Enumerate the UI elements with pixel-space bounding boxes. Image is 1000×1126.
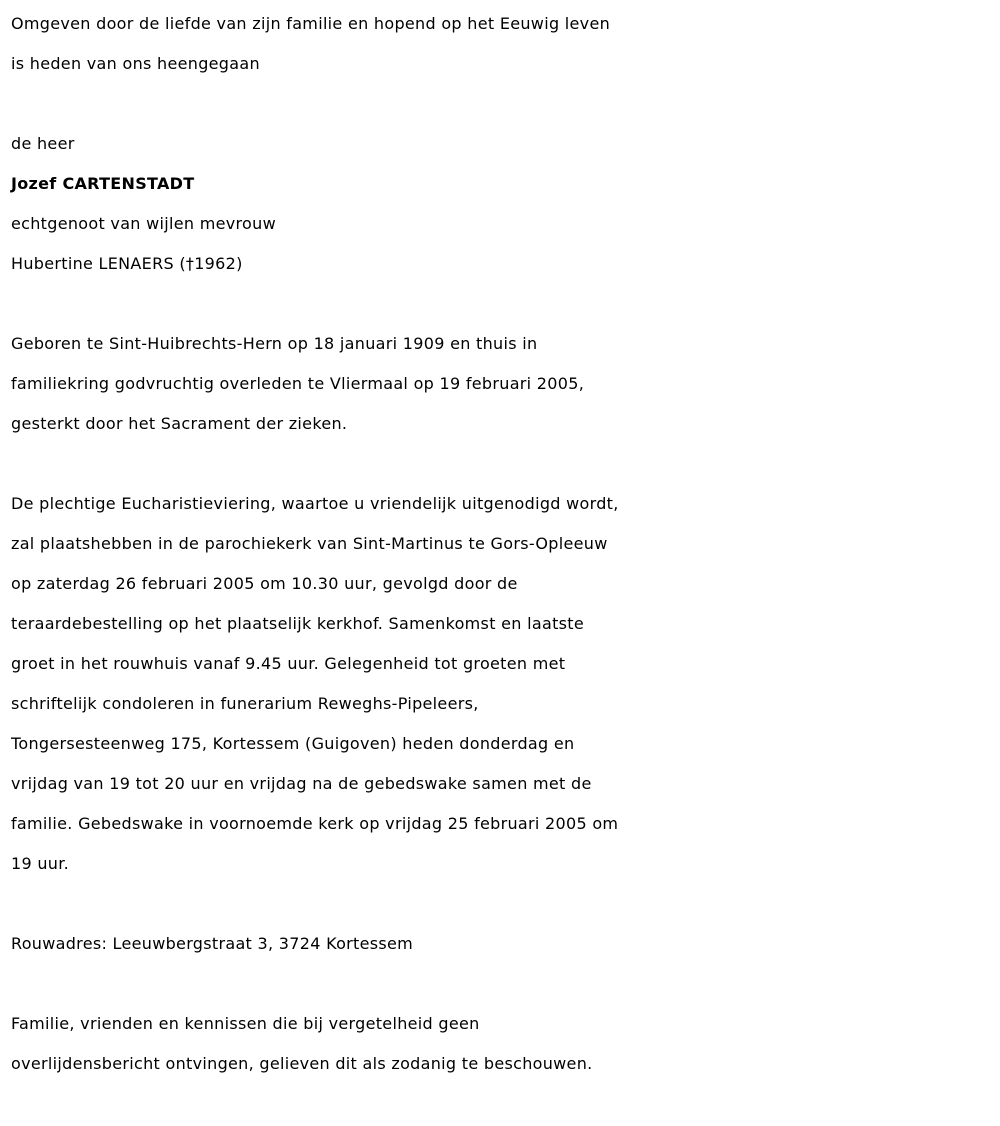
paragraph-line: familiekring godvruchtig overleden te Vliermaal op 19 februari 2005, [11, 374, 585, 393]
spacer [11, 964, 996, 1004]
spouse-line [11, 244, 996, 284]
intro-paragraph [11, 4, 996, 84]
paragraph-line: schriftelijk condoleren in funerarium Reweghs-Pipeleers, [11, 694, 479, 713]
spacer [11, 884, 996, 924]
spouse-name: Hubertine LENAERS ( [11, 254, 186, 273]
paragraph-line: gesterkt door het Sacrament der zieken. [11, 414, 348, 433]
paragraph-line: groet in het rouwhuis vanaf 9.45 uur. Gelegenheid tot groeten met [11, 654, 566, 673]
birth-death-paragraph [11, 324, 996, 444]
relation-text: echtgenoot van wijlen mevrouw [11, 214, 276, 233]
paragraph-line: De plechtige Eucharistieviering, waartoe u vriendelijk uitgenodigd wordt, [11, 494, 619, 513]
obituary-notice [11, 4, 996, 1084]
paragraph-line: teraardebestelling op het plaatselijk kerkhof. Samenkomst en laatste [11, 614, 585, 633]
spacer [11, 284, 996, 324]
paragraph-line: vrijdag van 19 tot 20 uur en vrijdag na de gebedswake samen met de [11, 774, 592, 793]
paragraph-line: Familie, vrienden en kennissen die bij vergetelheid geen [11, 1014, 480, 1033]
paragraph-line: overlijdensbericht ontvingen, gelieven dit als zodanig te beschouwen. [11, 1054, 593, 1073]
intro-line: is heden van ons heengegaan [11, 54, 260, 73]
spacer [11, 444, 996, 484]
spacer [11, 84, 996, 124]
deceased-name: Jozef CARTENSTADT [11, 174, 195, 193]
ceremony-paragraph [11, 484, 996, 884]
paragraph-line: zal plaatshebben in de parochiekerk van Sint-Martinus te Gors-Opleeuw [11, 534, 608, 553]
person-block [11, 124, 996, 284]
cross-icon: † [185, 254, 195, 273]
paragraph-line: 19 uur. [11, 854, 70, 873]
closing-paragraph [11, 1004, 996, 1084]
paragraph-line: op zaterdag 26 februari 2005 om 10.30 uur, gevolgd door de [11, 574, 518, 593]
honorific: de heer [11, 134, 75, 153]
paragraph-line: familie. Gebedswake in voornoemde kerk op vrijdag 25 februari 2005 om [11, 814, 619, 833]
spouse-death-year: 1962) [194, 254, 243, 273]
intro-line: Omgeven door de liefde van zijn familie en hopend op het Eeuwig leven [11, 14, 611, 33]
mourning-address: Rouwadres: Leeuwbergstraat 3, 3724 Kortessem [11, 934, 414, 953]
paragraph-line: Tongersesteenweg 175, Kortessem (Guigoven) heden donderdag en [11, 734, 575, 753]
address-paragraph [11, 924, 996, 964]
paragraph-line: Geboren te Sint-Huibrechts-Hern op 18 januari 1909 en thuis in [11, 334, 538, 353]
